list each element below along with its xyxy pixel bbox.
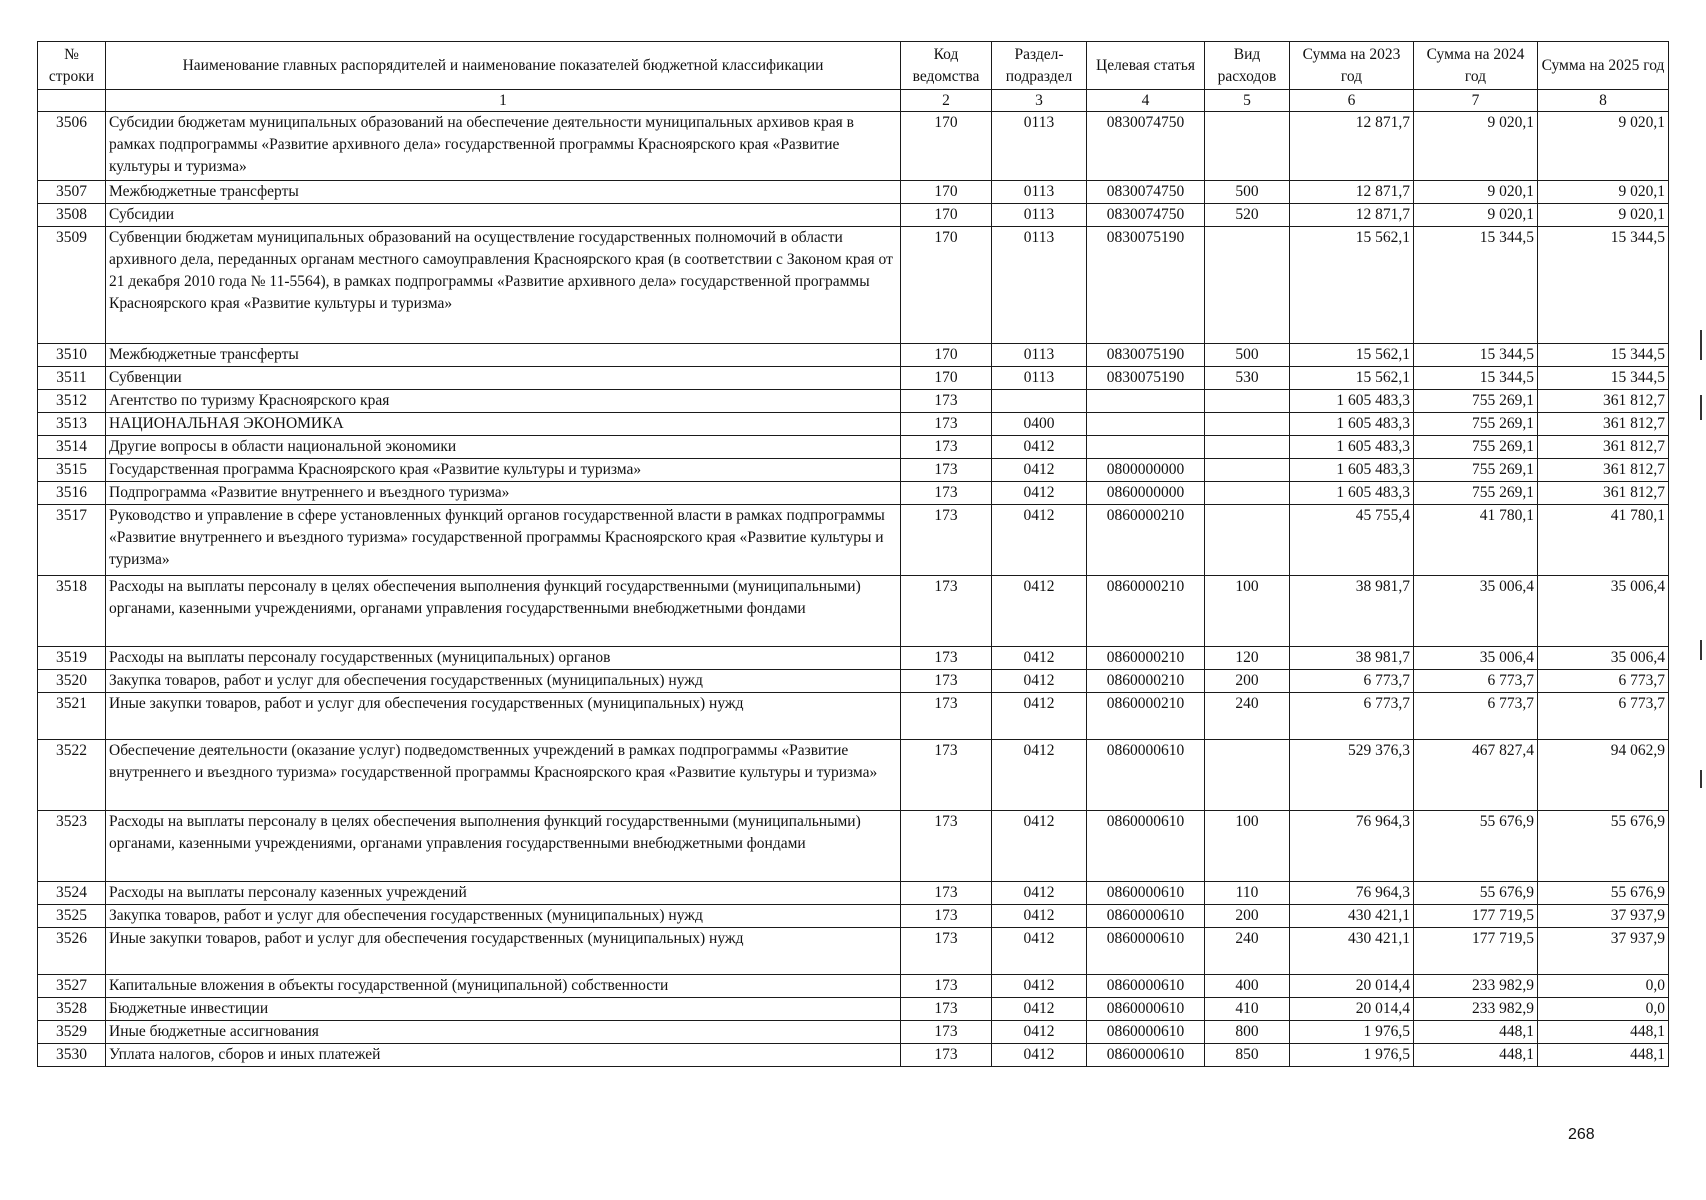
row-target: 0860000610 xyxy=(1087,905,1205,928)
row-expense-type xyxy=(1205,436,1290,459)
table-row xyxy=(38,505,1669,576)
table-row xyxy=(38,647,1669,670)
row-expense-type xyxy=(1205,413,1290,436)
scan-edge-mark xyxy=(1700,640,1702,660)
row-sum-2023: 1 605 483,3 xyxy=(1290,390,1414,413)
row-expense-type xyxy=(1205,482,1290,505)
row-number: 3508 xyxy=(38,204,106,227)
row-sum-2023: 20 014,4 xyxy=(1290,998,1414,1021)
row-number: 3518 xyxy=(38,576,106,647)
row-section: 0113 xyxy=(992,344,1087,367)
header-expense-type: Вид расходов xyxy=(1205,42,1290,90)
colnum-4: 4 xyxy=(1087,90,1205,112)
row-number: 3511 xyxy=(38,367,106,390)
row-dept-code: 173 xyxy=(901,882,992,905)
colnum-6: 6 xyxy=(1290,90,1414,112)
row-name: Расходы на выплаты персоналу государственных (муниципальных) органов xyxy=(106,647,901,670)
row-number: 3515 xyxy=(38,459,106,482)
row-number: 3510 xyxy=(38,344,106,367)
row-sum-2024: 448,1 xyxy=(1414,1021,1538,1044)
table-row xyxy=(38,998,1669,1021)
colnum-0 xyxy=(38,90,106,112)
row-dept-code: 173 xyxy=(901,482,992,505)
row-name: Субсидии xyxy=(106,204,901,227)
row-name: Закупка товаров, работ и услуг для обеспечения государственных (муниципальных) нужд xyxy=(106,670,901,693)
row-target: 0860000610 xyxy=(1087,1044,1205,1067)
row-sum-2024: 177 719,5 xyxy=(1414,928,1538,975)
row-sum-2023: 430 421,1 xyxy=(1290,905,1414,928)
row-target: 0860000210 xyxy=(1087,647,1205,670)
row-sum-2024: 55 676,9 xyxy=(1414,811,1538,882)
header-row-no: № строки xyxy=(38,42,106,90)
row-name: Закупка товаров, работ и услуг для обеспечения государственных (муниципальных) нужд xyxy=(106,905,901,928)
row-dept-code: 173 xyxy=(901,1044,992,1067)
row-number: 3520 xyxy=(38,670,106,693)
column-number-row xyxy=(38,90,1669,112)
row-number: 3513 xyxy=(38,413,106,436)
row-number: 3528 xyxy=(38,998,106,1021)
row-target: 0860000610 xyxy=(1087,1021,1205,1044)
row-number: 3512 xyxy=(38,390,106,413)
row-section: 0412 xyxy=(992,647,1087,670)
row-sum-2025: 94 062,9 xyxy=(1538,740,1669,811)
row-target xyxy=(1087,413,1205,436)
row-name: Субвенции бюджетам муниципальных образований на осуществление государственных полномочий в области архивного дела, переданных органам местного самоуправления Красноярского края (в соответствии с Законом края от 21 декабря 2010 года № 11-5564), в рамках подпрограммы «Развитие архивного дела» государственной программы Красноярского края «Развитие культуры и туризма» xyxy=(106,227,901,344)
row-sum-2025: 0,0 xyxy=(1538,975,1669,998)
header-row xyxy=(38,42,1669,90)
colnum-5: 5 xyxy=(1205,90,1290,112)
table-row xyxy=(38,576,1669,647)
table-row xyxy=(38,181,1669,204)
row-expense-type: 100 xyxy=(1205,811,1290,882)
row-sum-2024: 755 269,1 xyxy=(1414,436,1538,459)
row-sum-2023: 430 421,1 xyxy=(1290,928,1414,975)
row-section: 0113 xyxy=(992,367,1087,390)
colnum-1: 1 xyxy=(106,90,901,112)
row-sum-2025: 15 344,5 xyxy=(1538,344,1669,367)
row-expense-type: 100 xyxy=(1205,576,1290,647)
row-number: 3516 xyxy=(38,482,106,505)
row-sum-2024: 15 344,5 xyxy=(1414,227,1538,344)
row-target: 0860000610 xyxy=(1087,811,1205,882)
row-sum-2025: 361 812,7 xyxy=(1538,390,1669,413)
row-name: Иные закупки товаров, работ и услуг для обеспечения государственных (муниципальных) нужд xyxy=(106,928,901,975)
row-sum-2025: 6 773,7 xyxy=(1538,693,1669,740)
row-sum-2025: 55 676,9 xyxy=(1538,811,1669,882)
row-sum-2023: 76 964,3 xyxy=(1290,882,1414,905)
row-section: 0412 xyxy=(992,1021,1087,1044)
row-target: 0860000210 xyxy=(1087,576,1205,647)
row-dept-code: 170 xyxy=(901,227,992,344)
row-name: Субвенции xyxy=(106,367,901,390)
row-sum-2023: 1 605 483,3 xyxy=(1290,413,1414,436)
table-row xyxy=(38,811,1669,882)
table-row xyxy=(38,693,1669,740)
row-sum-2024: 755 269,1 xyxy=(1414,459,1538,482)
table-row xyxy=(38,112,1669,181)
row-target xyxy=(1087,436,1205,459)
row-number: 3519 xyxy=(38,647,106,670)
row-number: 3523 xyxy=(38,811,106,882)
table-row xyxy=(38,367,1669,390)
row-number: 3529 xyxy=(38,1021,106,1044)
table-row xyxy=(38,482,1669,505)
header-target: Целевая статья xyxy=(1087,42,1205,90)
row-number: 3514 xyxy=(38,436,106,459)
row-sum-2024: 755 269,1 xyxy=(1414,482,1538,505)
row-sum-2023: 12 871,7 xyxy=(1290,204,1414,227)
row-name: Иные бюджетные ассигнования xyxy=(106,1021,901,1044)
row-name: Расходы на выплаты персоналу в целях обеспечения выполнения функций государственными (муниципальными) органами, казенными учреждениями, органами управления государственными внебюджетными фондами xyxy=(106,811,901,882)
row-sum-2025: 15 344,5 xyxy=(1538,367,1669,390)
row-section xyxy=(992,390,1087,413)
row-sum-2024: 755 269,1 xyxy=(1414,413,1538,436)
row-section: 0113 xyxy=(992,112,1087,181)
table-row xyxy=(38,413,1669,436)
row-dept-code: 173 xyxy=(901,693,992,740)
row-sum-2025: 35 006,4 xyxy=(1538,647,1669,670)
row-expense-type: 500 xyxy=(1205,344,1290,367)
row-expense-type xyxy=(1205,459,1290,482)
row-target: 0830074750 xyxy=(1087,112,1205,181)
row-section: 0412 xyxy=(992,928,1087,975)
header-dept-code: Код ведомства xyxy=(901,42,992,90)
row-sum-2025: 9 020,1 xyxy=(1538,112,1669,181)
table-row xyxy=(38,459,1669,482)
row-sum-2023: 12 871,7 xyxy=(1290,112,1414,181)
row-target: 0830074750 xyxy=(1087,204,1205,227)
row-dept-code: 173 xyxy=(901,647,992,670)
row-sum-2024: 35 006,4 xyxy=(1414,576,1538,647)
row-section: 0412 xyxy=(992,811,1087,882)
row-section: 0113 xyxy=(992,227,1087,344)
row-name: Иные закупки товаров, работ и услуг для обеспечения государственных (муниципальных) нужд xyxy=(106,693,901,740)
row-section: 0412 xyxy=(992,482,1087,505)
row-number: 3506 xyxy=(38,112,106,181)
row-sum-2025: 361 812,7 xyxy=(1538,413,1669,436)
row-target: 0830075190 xyxy=(1087,227,1205,344)
row-expense-type xyxy=(1205,505,1290,576)
scan-edge-mark xyxy=(1700,395,1702,420)
row-expense-type: 410 xyxy=(1205,998,1290,1021)
row-sum-2025: 361 812,7 xyxy=(1538,459,1669,482)
row-sum-2024: 6 773,7 xyxy=(1414,693,1538,740)
table-row xyxy=(38,928,1669,975)
row-target: 0860000210 xyxy=(1087,505,1205,576)
table-row xyxy=(38,975,1669,998)
row-target: 0800000000 xyxy=(1087,459,1205,482)
row-number: 3509 xyxy=(38,227,106,344)
row-sum-2025: 448,1 xyxy=(1538,1044,1669,1067)
row-dept-code: 170 xyxy=(901,204,992,227)
row-dept-code: 173 xyxy=(901,905,992,928)
row-expense-type: 200 xyxy=(1205,905,1290,928)
row-name: Агентство по туризму Красноярского края xyxy=(106,390,901,413)
row-name: НАЦИОНАЛЬНАЯ ЭКОНОМИКА xyxy=(106,413,901,436)
scan-edge-mark xyxy=(1700,330,1702,360)
row-target: 0830075190 xyxy=(1087,367,1205,390)
row-section: 0412 xyxy=(992,505,1087,576)
row-section: 0400 xyxy=(992,413,1087,436)
table-row xyxy=(38,740,1669,811)
row-name: Межбюджетные трансферты xyxy=(106,344,901,367)
row-sum-2024: 35 006,4 xyxy=(1414,647,1538,670)
row-section: 0412 xyxy=(992,975,1087,998)
row-dept-code: 173 xyxy=(901,811,992,882)
row-sum-2023: 15 562,1 xyxy=(1290,227,1414,344)
row-name: Расходы на выплаты персоналу казенных учреждений xyxy=(106,882,901,905)
row-name: Обеспечение деятельности (оказание услуг) подведомственных учреждений в рамках подпрограммы «Развитие внутреннего и въездного туризма» государственной программы Красноярского края «Развитие культуры и туризма» xyxy=(106,740,901,811)
row-dept-code: 173 xyxy=(901,975,992,998)
row-sum-2025: 37 937,9 xyxy=(1538,905,1669,928)
row-section: 0113 xyxy=(992,181,1087,204)
row-sum-2024: 6 773,7 xyxy=(1414,670,1538,693)
row-sum-2023: 1 976,5 xyxy=(1290,1044,1414,1067)
row-expense-type: 800 xyxy=(1205,1021,1290,1044)
row-sum-2024: 177 719,5 xyxy=(1414,905,1538,928)
row-sum-2023: 38 981,7 xyxy=(1290,647,1414,670)
row-number: 3526 xyxy=(38,928,106,975)
row-sum-2024: 448,1 xyxy=(1414,1044,1538,1067)
row-sum-2024: 233 982,9 xyxy=(1414,998,1538,1021)
row-target: 0830075190 xyxy=(1087,344,1205,367)
row-sum-2023: 1 605 483,3 xyxy=(1290,459,1414,482)
row-number: 3530 xyxy=(38,1044,106,1067)
row-sum-2024: 41 780,1 xyxy=(1414,505,1538,576)
row-name: Межбюджетные трансферты xyxy=(106,181,901,204)
row-sum-2025: 361 812,7 xyxy=(1538,482,1669,505)
row-sum-2023: 6 773,7 xyxy=(1290,693,1414,740)
row-sum-2024: 15 344,5 xyxy=(1414,367,1538,390)
row-dept-code: 170 xyxy=(901,344,992,367)
row-target: 0860000610 xyxy=(1087,975,1205,998)
row-number: 3517 xyxy=(38,505,106,576)
row-sum-2025: 448,1 xyxy=(1538,1021,1669,1044)
table-row xyxy=(38,1044,1669,1067)
header-sum-2023: Сумма на 2023 год xyxy=(1290,42,1414,90)
row-sum-2024: 15 344,5 xyxy=(1414,344,1538,367)
scan-edge-mark xyxy=(1700,770,1702,788)
row-sum-2023: 12 871,7 xyxy=(1290,181,1414,204)
row-expense-type: 850 xyxy=(1205,1044,1290,1067)
row-sum-2023: 1 605 483,3 xyxy=(1290,482,1414,505)
row-name: Подпрограмма «Развитие внутреннего и въездного туризма» xyxy=(106,482,901,505)
row-sum-2025: 0,0 xyxy=(1538,998,1669,1021)
row-target: 0860000210 xyxy=(1087,693,1205,740)
row-dept-code: 170 xyxy=(901,112,992,181)
row-dept-code: 170 xyxy=(901,367,992,390)
table-row xyxy=(38,670,1669,693)
row-sum-2023: 15 562,1 xyxy=(1290,367,1414,390)
row-sum-2023: 6 773,7 xyxy=(1290,670,1414,693)
row-dept-code: 173 xyxy=(901,413,992,436)
row-dept-code: 170 xyxy=(901,181,992,204)
row-section: 0113 xyxy=(992,204,1087,227)
row-section: 0412 xyxy=(992,576,1087,647)
row-expense-type xyxy=(1205,112,1290,181)
row-target: 0860000000 xyxy=(1087,482,1205,505)
row-sum-2025: 361 812,7 xyxy=(1538,436,1669,459)
row-number: 3527 xyxy=(38,975,106,998)
row-sum-2023: 45 755,4 xyxy=(1290,505,1414,576)
row-dept-code: 173 xyxy=(901,390,992,413)
row-sum-2025: 9 020,1 xyxy=(1538,204,1669,227)
row-section: 0412 xyxy=(992,670,1087,693)
row-sum-2025: 35 006,4 xyxy=(1538,576,1669,647)
table-row xyxy=(38,905,1669,928)
table-body xyxy=(38,112,1669,1067)
colnum-8: 8 xyxy=(1538,90,1669,112)
row-sum-2024: 467 827,4 xyxy=(1414,740,1538,811)
row-expense-type xyxy=(1205,390,1290,413)
row-name: Руководство и управление в сфере установленных функций органов государственной власти в рамках подпрограммы «Развитие внутреннего и въездного туризма» государственной программы Красноярского края «Развитие культуры и туризма» xyxy=(106,505,901,576)
header-name: Наименование главных распорядителей и наименование показателей бюджетной классификации xyxy=(106,42,901,90)
row-dept-code: 173 xyxy=(901,670,992,693)
header-section: Раздел-подраздел xyxy=(992,42,1087,90)
row-sum-2025: 37 937,9 xyxy=(1538,928,1669,975)
row-dept-code: 173 xyxy=(901,576,992,647)
row-sum-2023: 15 562,1 xyxy=(1290,344,1414,367)
row-expense-type: 200 xyxy=(1205,670,1290,693)
table-row xyxy=(38,344,1669,367)
row-sum-2023: 20 014,4 xyxy=(1290,975,1414,998)
row-dept-code: 173 xyxy=(901,740,992,811)
budget-table xyxy=(37,41,1669,1067)
row-dept-code: 173 xyxy=(901,436,992,459)
row-sum-2024: 755 269,1 xyxy=(1414,390,1538,413)
row-expense-type xyxy=(1205,227,1290,344)
row-name: Государственная программа Красноярского края «Развитие культуры и туризма» xyxy=(106,459,901,482)
row-expense-type: 500 xyxy=(1205,181,1290,204)
colnum-3: 3 xyxy=(992,90,1087,112)
table-row xyxy=(38,390,1669,413)
table-row xyxy=(38,204,1669,227)
header-sum-2024: Сумма на 2024 год xyxy=(1414,42,1538,90)
row-name: Расходы на выплаты персоналу в целях обеспечения выполнения функций государственными (муниципальными) органами, казенными учреждениями, органами управления государственными внебюджетными фондами xyxy=(106,576,901,647)
header-sum-2025: Сумма на 2025 год xyxy=(1538,42,1669,90)
table-row xyxy=(38,436,1669,459)
row-target xyxy=(1087,390,1205,413)
row-target: 0860000610 xyxy=(1087,998,1205,1021)
row-dept-code: 173 xyxy=(901,998,992,1021)
row-sum-2025: 6 773,7 xyxy=(1538,670,1669,693)
row-section: 0412 xyxy=(992,905,1087,928)
row-target: 0860000210 xyxy=(1087,670,1205,693)
row-sum-2024: 9 020,1 xyxy=(1414,181,1538,204)
colnum-7: 7 xyxy=(1414,90,1538,112)
row-sum-2025: 41 780,1 xyxy=(1538,505,1669,576)
row-sum-2024: 233 982,9 xyxy=(1414,975,1538,998)
row-section: 0412 xyxy=(992,1044,1087,1067)
table-row xyxy=(38,1021,1669,1044)
row-target: 0860000610 xyxy=(1087,740,1205,811)
row-dept-code: 173 xyxy=(901,928,992,975)
row-sum-2023: 76 964,3 xyxy=(1290,811,1414,882)
row-section: 0412 xyxy=(992,998,1087,1021)
row-name: Субсидии бюджетам муниципальных образований на обеспечение деятельности муниципальных архивов края в рамках подпрограммы «Развитие архивного дела» государственной программы Красноярского края «Развитие культуры и туризма» xyxy=(106,112,901,181)
row-dept-code: 173 xyxy=(901,505,992,576)
row-expense-type: 530 xyxy=(1205,367,1290,390)
row-number: 3521 xyxy=(38,693,106,740)
row-sum-2023: 529 376,3 xyxy=(1290,740,1414,811)
row-number: 3525 xyxy=(38,905,106,928)
row-name: Другие вопросы в области национальной экономики xyxy=(106,436,901,459)
row-section: 0412 xyxy=(992,436,1087,459)
row-dept-code: 173 xyxy=(901,1021,992,1044)
row-sum-2025: 9 020,1 xyxy=(1538,181,1669,204)
table-row xyxy=(38,882,1669,905)
row-target: 0860000610 xyxy=(1087,928,1205,975)
row-number: 3507 xyxy=(38,181,106,204)
table-row xyxy=(38,227,1669,344)
row-expense-type: 520 xyxy=(1205,204,1290,227)
row-dept-code: 173 xyxy=(901,459,992,482)
row-number: 3524 xyxy=(38,882,106,905)
row-name: Капитальные вложения в объекты государственной (муниципальной) собственности xyxy=(106,975,901,998)
row-sum-2024: 55 676,9 xyxy=(1414,882,1538,905)
page-number: 268 xyxy=(1568,1126,1595,1143)
row-expense-type: 240 xyxy=(1205,928,1290,975)
row-sum-2024: 9 020,1 xyxy=(1414,112,1538,181)
row-sum-2023: 1 976,5 xyxy=(1290,1021,1414,1044)
row-section: 0412 xyxy=(992,459,1087,482)
row-section: 0412 xyxy=(992,882,1087,905)
row-number: 3522 xyxy=(38,740,106,811)
row-section: 0412 xyxy=(992,693,1087,740)
colnum-2: 2 xyxy=(901,90,992,112)
row-name: Уплата налогов, сборов и иных платежей xyxy=(106,1044,901,1067)
row-name: Бюджетные инвестиции xyxy=(106,998,901,1021)
row-sum-2023: 1 605 483,3 xyxy=(1290,436,1414,459)
row-sum-2024: 9 020,1 xyxy=(1414,204,1538,227)
row-expense-type: 400 xyxy=(1205,975,1290,998)
row-sum-2025: 55 676,9 xyxy=(1538,882,1669,905)
row-sum-2025: 15 344,5 xyxy=(1538,227,1669,344)
row-sum-2023: 38 981,7 xyxy=(1290,576,1414,647)
row-expense-type: 240 xyxy=(1205,693,1290,740)
row-expense-type xyxy=(1205,740,1290,811)
row-target: 0860000610 xyxy=(1087,882,1205,905)
row-expense-type: 110 xyxy=(1205,882,1290,905)
row-expense-type: 120 xyxy=(1205,647,1290,670)
row-target: 0830074750 xyxy=(1087,181,1205,204)
row-section: 0412 xyxy=(992,740,1087,811)
